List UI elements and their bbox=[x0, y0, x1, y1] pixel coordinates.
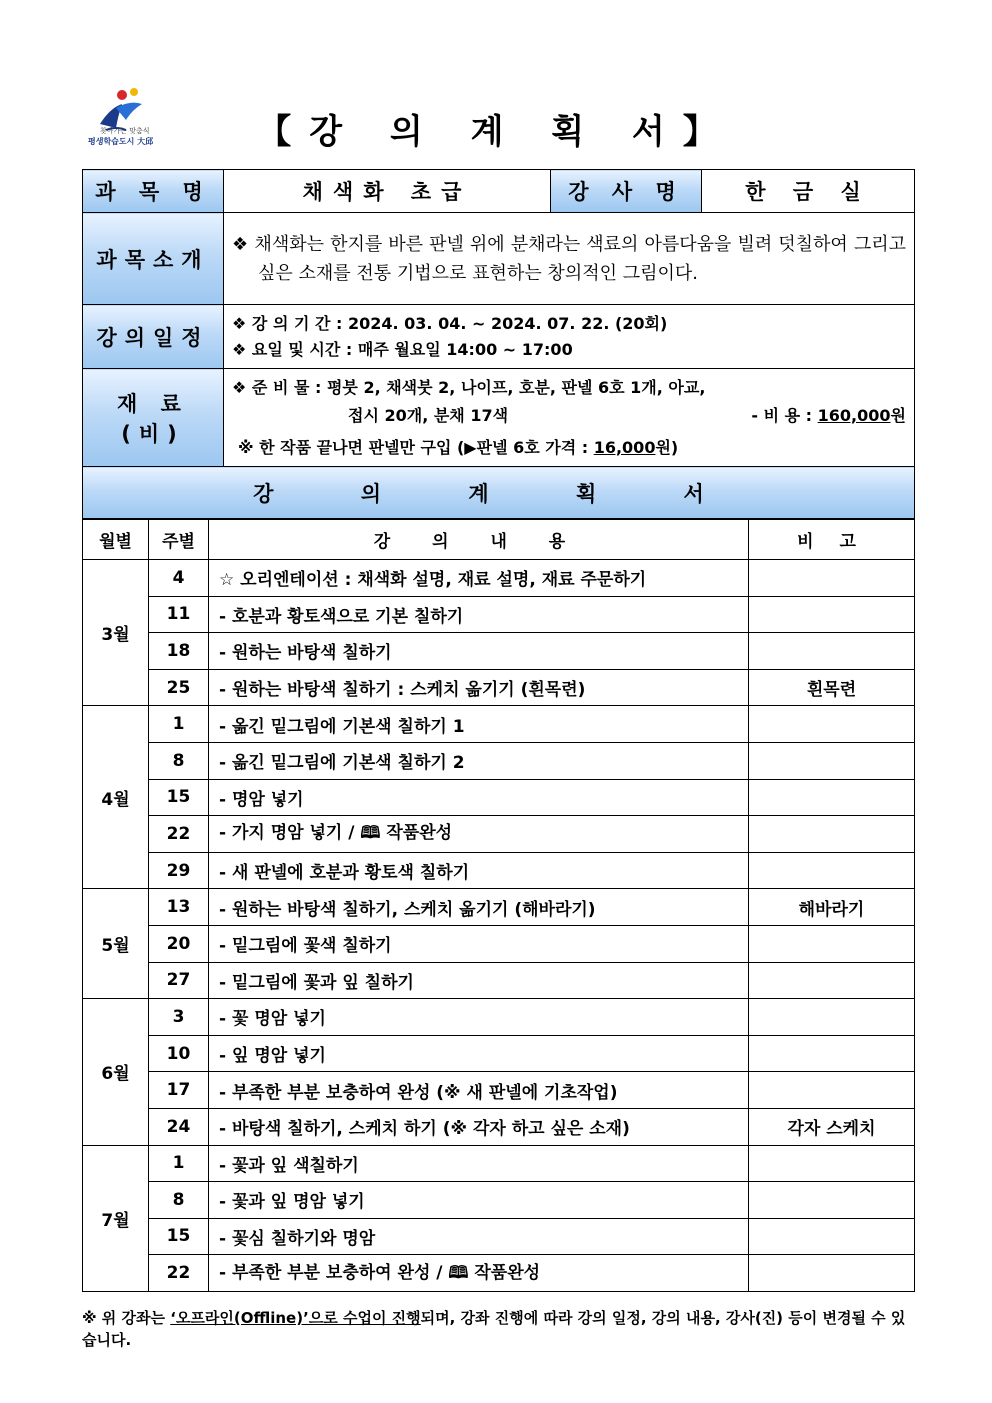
cost-value: 160,000 bbox=[817, 405, 891, 425]
panel-note bbox=[232, 434, 906, 462]
week-cell: 29 bbox=[149, 852, 209, 889]
table-row bbox=[83, 962, 915, 999]
content-cell: - 밑그림에 꽃과 잎 칠하기 bbox=[209, 962, 749, 999]
table-row bbox=[83, 560, 915, 597]
week-cell: 22 bbox=[149, 816, 209, 853]
content-cell: - 명암 넣기 bbox=[209, 779, 749, 816]
note-cell bbox=[749, 852, 915, 889]
week-cell: 10 bbox=[149, 1035, 209, 1072]
content-cell: - 잎 명암 넣기 bbox=[209, 1035, 749, 1072]
week-cell: 25 bbox=[149, 669, 209, 706]
note-cell bbox=[749, 962, 915, 999]
content-cell: - 원하는 바탕색 칠하기 bbox=[209, 633, 749, 670]
table-row bbox=[83, 633, 915, 670]
note-cell: 흰목련 bbox=[749, 669, 915, 706]
table-row bbox=[83, 596, 915, 633]
week-cell: 15 bbox=[149, 779, 209, 816]
intro-cell bbox=[224, 213, 915, 305]
logo-slogan: 찾아가는 맞춤식 bbox=[100, 127, 150, 135]
week-cell: 4 bbox=[149, 560, 209, 597]
schedule-label: 강의일정 bbox=[83, 305, 224, 369]
table-row bbox=[83, 1035, 915, 1072]
instructor-label: 강 사 명 bbox=[551, 170, 702, 213]
schedule-table bbox=[82, 519, 915, 1292]
note-cell bbox=[749, 779, 915, 816]
note-cell bbox=[749, 742, 915, 779]
col-content-header: 강 의 내 용 bbox=[209, 520, 749, 560]
col-note-header: 비 고 bbox=[749, 520, 915, 560]
content-cell: - 옮긴 밑그림에 기본색 칠하기 1 bbox=[209, 706, 749, 743]
week-cell: 8 bbox=[149, 742, 209, 779]
week-cell: 18 bbox=[149, 633, 209, 670]
panel-price: 16,000 bbox=[593, 437, 656, 457]
schedule-body bbox=[83, 560, 915, 1292]
footer-underlined: ‘오프라인(Offline)’으로 수업이 진행 bbox=[170, 1309, 421, 1327]
month-cell: 3월 bbox=[83, 560, 149, 706]
col-week-header: 주별 bbox=[149, 520, 209, 560]
note-cell bbox=[749, 706, 915, 743]
month-cell: 7월 bbox=[83, 1145, 149, 1291]
schedule-cell bbox=[224, 305, 915, 369]
note-cell bbox=[749, 1255, 915, 1292]
content-cell: - 새 판넬에 호분과 황토색 칠하기 bbox=[209, 852, 749, 889]
table-row bbox=[83, 816, 915, 853]
week-cell: 22 bbox=[149, 1255, 209, 1292]
note-cell bbox=[749, 1218, 915, 1255]
material-label: 재 료 (비) bbox=[83, 369, 224, 467]
table-row bbox=[83, 889, 915, 926]
table-row bbox=[83, 1218, 915, 1255]
note-cell bbox=[749, 925, 915, 962]
logo-name: 평생학습도시 大邱 bbox=[88, 137, 154, 146]
plan-banner: 강 의 계 획 서 bbox=[83, 467, 915, 519]
subject-label: 과 목 명 bbox=[83, 170, 224, 213]
table-row bbox=[83, 1255, 915, 1292]
note-cell bbox=[749, 1035, 915, 1072]
table-row bbox=[83, 852, 915, 889]
content-cell: - 옮긴 밑그림에 기본색 칠하기 2 bbox=[209, 742, 749, 779]
content-cell: - 부족한 부분 보충하여 완성 / 🕮 작품완성 bbox=[209, 1255, 749, 1292]
table-row bbox=[83, 999, 915, 1036]
content-cell: - 꽃과 잎 명암 넣기 bbox=[209, 1182, 749, 1219]
footer-note bbox=[82, 1307, 914, 1351]
content-cell: - 가지 명암 넣기 / 🕮 작품완성 bbox=[209, 816, 749, 853]
table-row bbox=[83, 1108, 915, 1145]
week-cell: 8 bbox=[149, 1182, 209, 1219]
week-cell: 27 bbox=[149, 962, 209, 999]
intro-label: 과목소개 bbox=[83, 213, 224, 305]
table-row bbox=[83, 1072, 915, 1109]
note-cell bbox=[749, 1182, 915, 1219]
col-month-header: 월별 bbox=[83, 520, 149, 560]
table-row bbox=[83, 742, 915, 779]
note-cell bbox=[749, 633, 915, 670]
content-cell: - 원하는 바탕색 칠하기, 스케치 옮기기 (해바라기) bbox=[209, 889, 749, 926]
cost-unit: 원 bbox=[890, 405, 906, 425]
note-cell bbox=[749, 999, 915, 1036]
summary-table bbox=[82, 169, 915, 519]
time-line: ❖ 요일 및 시간 : 매주 월요일 14:00 ~ 17:00 bbox=[232, 339, 573, 359]
content-cell: - 호분과 황토색으로 기본 칠하기 bbox=[209, 596, 749, 633]
week-cell: 1 bbox=[149, 1145, 209, 1182]
table-row bbox=[83, 1182, 915, 1219]
panel-note-prefix: ※ 한 작품 끝나면 판넬만 구입 (▶판넬 6호 가격 : bbox=[238, 437, 594, 457]
content-cell: - 꽃 명암 넣기 bbox=[209, 999, 749, 1036]
material-cell bbox=[224, 369, 915, 467]
material-line2: 접시 20개, 분채 17색 bbox=[348, 405, 509, 425]
note-cell bbox=[749, 816, 915, 853]
note-cell bbox=[749, 1145, 915, 1182]
week-cell: 17 bbox=[149, 1072, 209, 1109]
material-line1: ❖ 준 비 물 : 평붓 2, 채색붓 2, 나이프, 호분, 판넬 6호 1개, 아교, bbox=[232, 377, 706, 397]
page-title: 【강 의 계 획 서】 bbox=[257, 112, 735, 152]
week-cell: 24 bbox=[149, 1108, 209, 1145]
table-row bbox=[83, 669, 915, 706]
table-row bbox=[83, 779, 915, 816]
cost-label: - 비 용 : bbox=[751, 405, 818, 425]
content-cell: - 바탕색 칠하기, 스케치 하기 (※ 각자 하고 싶은 소재) bbox=[209, 1108, 749, 1145]
subject-value: 채색화 초급 bbox=[224, 170, 551, 213]
month-cell: 4월 bbox=[83, 706, 149, 889]
week-cell: 3 bbox=[149, 999, 209, 1036]
table-row bbox=[83, 706, 915, 743]
content-cell: - 밑그림에 꽃색 칠하기 bbox=[209, 925, 749, 962]
panel-note-suffix: 원) bbox=[655, 437, 679, 457]
content-cell: - 부족한 부분 보충하여 완성 (※ 새 판넬에 기초작업) bbox=[209, 1072, 749, 1109]
month-cell: 5월 bbox=[83, 889, 149, 999]
content-cell: ☆ 오리엔테이션 : 채색화 설명, 재료 설명, 재료 주문하기 bbox=[209, 560, 749, 597]
instructor-value: 한 금 실 bbox=[702, 170, 915, 213]
week-cell: 13 bbox=[149, 889, 209, 926]
week-cell: 15 bbox=[149, 1218, 209, 1255]
note-cell bbox=[749, 1072, 915, 1109]
note-cell: 각자 스케치 bbox=[749, 1108, 915, 1145]
table-row bbox=[83, 1145, 915, 1182]
week-cell: 1 bbox=[149, 706, 209, 743]
footer-suffix: 되며, 강좌 진행에 따라 강의 일정, 강의 내용, 강사(진) 등이 변경될 수 있습니다. bbox=[82, 1309, 906, 1349]
table-row bbox=[83, 925, 915, 962]
period-line: ❖ 강 의 기 간 : 2024. 03. 04. ~ 2024. 07. 22. (20회) bbox=[232, 313, 668, 333]
intro-text: ❖ 채색화는 한지를 바른 판넬 위에 분채라는 색료의 아름다움을 빌려 덧칠하여 그리고 싶은 소재를 전통 기법으로 표현하는 창의적인 그림이다. bbox=[232, 233, 906, 284]
material-row2 bbox=[232, 402, 906, 430]
month-cell: 6월 bbox=[83, 999, 149, 1145]
week-cell: 11 bbox=[149, 596, 209, 633]
week-cell: 20 bbox=[149, 925, 209, 962]
footer-prefix: ※ 위 강좌는 bbox=[82, 1309, 171, 1327]
content-cell: - 꽃심 칠하기와 명암 bbox=[209, 1218, 749, 1255]
content-cell: - 원하는 바탕색 칠하기 : 스케치 옮기기 (흰목련) bbox=[209, 669, 749, 706]
note-cell bbox=[749, 596, 915, 633]
content-cell: - 꽃과 잎 색칠하기 bbox=[209, 1145, 749, 1182]
cost bbox=[751, 402, 906, 430]
note-cell bbox=[749, 560, 915, 597]
note-cell: 해바라기 bbox=[749, 889, 915, 926]
